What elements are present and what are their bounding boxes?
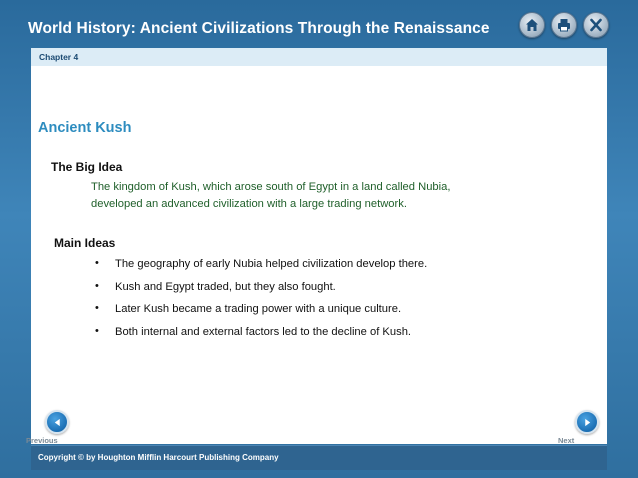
- main-idea-text: Both internal and external factors led to the decline of Kush.: [115, 325, 412, 338]
- footer-bar: [31, 445, 607, 470]
- bullet-icon: •: [95, 324, 99, 337]
- close-button[interactable]: [583, 12, 609, 38]
- next-button[interactable]: [575, 410, 599, 434]
- arrow-right-icon: [583, 418, 592, 427]
- chapter-label: Chapter 4: [39, 52, 79, 62]
- arrow-left-icon: [53, 418, 62, 427]
- copyright-text: Copyright © by Houghton Mifflin Harcourt Publishing Company: [38, 453, 279, 462]
- bullet-icon: •: [95, 302, 99, 314]
- book-title: World History: Ancient Civilizations Through the Renaissance: [28, 20, 490, 37]
- main-idea-item: [95, 303, 427, 326]
- main-idea-text: The geography of early Nubia helped civilization develop there.: [115, 258, 428, 270]
- previous-label[interactable]: Previous: [26, 436, 58, 445]
- close-icon: [588, 17, 604, 33]
- previous-button[interactable]: [45, 410, 69, 434]
- home-button[interactable]: [519, 12, 545, 38]
- main-idea-text: Later Kush became a trading power with a unique culture.: [115, 303, 402, 315]
- main-ideas-heading: Main Ideas: [54, 236, 116, 250]
- content-panel: [26, 48, 607, 445]
- main-ideas-list: [95, 258, 427, 348]
- print-icon: [556, 17, 572, 33]
- bullet-icon: •: [95, 257, 99, 269]
- print-button[interactable]: [551, 12, 577, 38]
- chapter-strip: [31, 48, 607, 66]
- big-idea-text: [91, 179, 511, 213]
- main-idea-item: [95, 258, 427, 281]
- section-title: Ancient Kush: [38, 120, 132, 136]
- big-idea-line: The kingdom of Kush, which arose south of Egypt in a land called Nubia,: [91, 181, 451, 193]
- big-idea-line: developed an advanced civilization with a large trading network.: [91, 198, 407, 210]
- next-label[interactable]: Next: [558, 436, 575, 445]
- big-idea-heading: The Big Idea: [51, 160, 123, 174]
- bullet-icon: •: [95, 279, 99, 292]
- main-idea-text: Kush and Egypt traded, but they also fought.: [115, 280, 336, 293]
- home-icon: [524, 17, 540, 33]
- main-idea-item: [95, 326, 427, 349]
- main-idea-item: [95, 281, 427, 304]
